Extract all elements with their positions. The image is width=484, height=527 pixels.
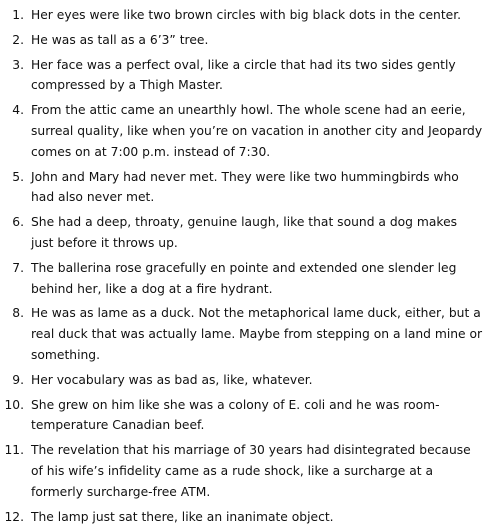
item-text: The ballerina rose gracefully en pointe and extended one slender leg behind her, like a dog at a fire hydrant.: [31, 260, 457, 296]
list-item: [0, 100, 484, 162]
item-text: Her face was a perfect oval, like a circle that had its two sides gently compressed by a Thigh Master.: [31, 57, 456, 93]
item-text: The lamp just sat there, like an inanimate object.: [31, 509, 334, 524]
list-item: [0, 370, 484, 391]
list-item: [0, 440, 484, 502]
item-text: John and Mary had never met. They were like two hummingbirds who had also never met.: [31, 169, 459, 205]
numbered-list: [0, 5, 484, 527]
list-item: [0, 303, 484, 365]
item-number: 3.: [12, 57, 24, 72]
item-text: He was as lame as a duck. Not the metaphorical lame duck, either, but a real duck that was actually lame. Maybe from stepping on a land mine or something.: [31, 306, 483, 362]
list-item: [0, 258, 484, 300]
item-number: 10.: [4, 397, 24, 412]
item-text: She had a deep, throaty, genuine laugh, like that sound a dog makes just before it throws up.: [31, 215, 458, 250]
item-number: 5.: [12, 169, 24, 184]
item-number: 8.: [12, 306, 24, 321]
item-number: 4.: [12, 103, 24, 118]
item-number: 12.: [4, 509, 24, 524]
item-text: He was as tall as a 6’3” tree.: [31, 32, 209, 47]
item-text: Her vocabulary was as bad as, like, whatever.: [31, 372, 313, 387]
list-item: [0, 30, 484, 51]
list-item: [0, 395, 484, 437]
list-item: [0, 167, 484, 209]
list-item: [0, 507, 484, 527]
item-number: 7.: [12, 260, 24, 275]
item-number: 2.: [12, 32, 24, 47]
item-number: 11.: [4, 443, 24, 458]
list-item: [0, 5, 484, 26]
item-number: 9.: [12, 372, 24, 387]
item-number: 1.: [12, 8, 24, 22]
list-item: [0, 212, 484, 254]
item-text: She grew on him like she was a colony of E. coli and he was room-temperature Canadian beef.: [31, 397, 440, 433]
list-item: [0, 55, 484, 97]
item-text: From the attic came an unearthly howl. The whole scene had an eerie, surreal quality, like when you’re on vacation in another city and Jeopardy comes on at 7:00 p.m. instead of 7:30.: [31, 103, 483, 159]
item-number: 6.: [12, 215, 24, 230]
item-text: The revelation that his marriage of 30 years had disintegrated because of his wife’s infidelity came as a rude shock, like a surcharge at a formerly surcharge-free ATM.: [31, 443, 471, 499]
item-text: Her eyes were like two brown circles with big black dots in the center.: [31, 8, 462, 22]
